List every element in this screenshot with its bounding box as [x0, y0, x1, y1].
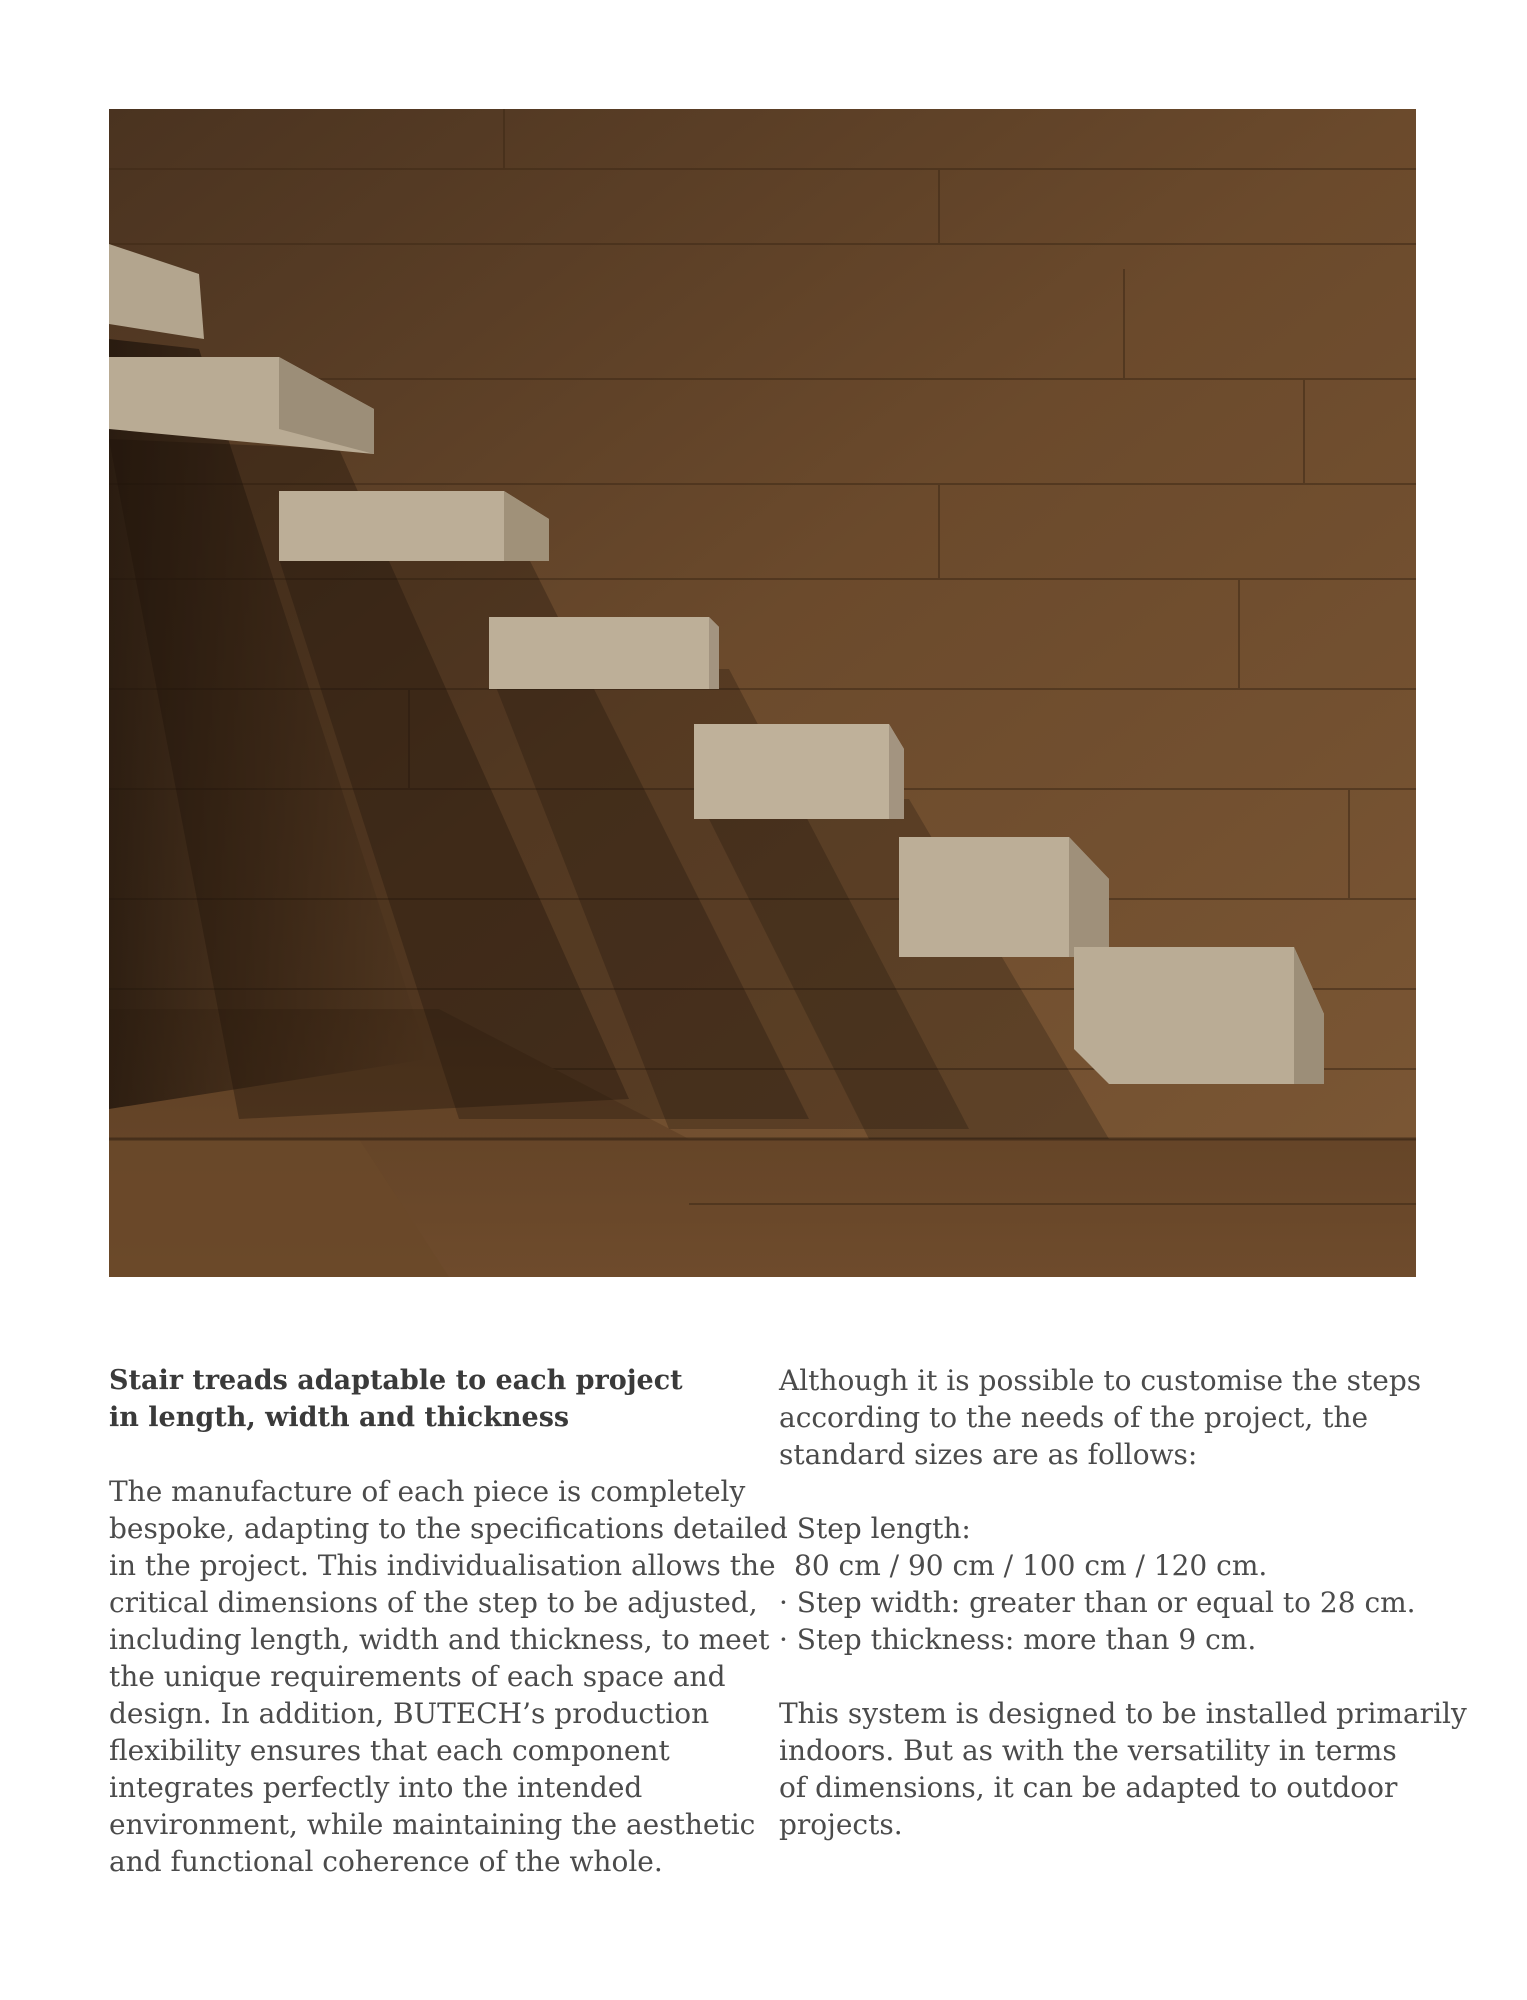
sizes-list: [779, 1510, 1419, 1658]
intro-paragraph: [779, 1362, 1422, 1473]
body-line: environment, while maintaining the aesthetic: [109, 1808, 756, 1841]
right-column: [779, 1362, 1467, 1880]
closing-paragraph: [779, 1695, 1467, 1843]
body-line: including length, width and thickness, to meet: [109, 1623, 770, 1656]
body-line: in the project. This individualisation allows the: [109, 1549, 776, 1582]
closing-line: This system is designed to be installed primarily: [779, 1697, 1467, 1730]
body-line: design. In addition, BUTECH’s production: [109, 1697, 710, 1730]
body-line: flexibility ensures that each component: [109, 1734, 670, 1767]
closing-line: indoors. But as with the versatility in terms: [779, 1734, 1397, 1767]
list-item: · Step length:: [779, 1512, 971, 1545]
tread-4: [489, 617, 719, 689]
list-item-continuation: 80 cm / 90 cm / 100 cm / 120 cm.: [794, 1549, 1268, 1582]
floating-stairs-photo: [109, 109, 1416, 1277]
tread-7: [1074, 947, 1324, 1084]
heading-line: in length, width and thickness: [109, 1402, 570, 1433]
closing-line: projects.: [779, 1808, 903, 1841]
intro-line: standard sizes are as follows:: [779, 1438, 1198, 1471]
list-item: · Step thickness: more than 9 cm.: [779, 1623, 1257, 1656]
floating-stairs-illustration: [109, 109, 1416, 1277]
body-line: bespoke, adapting to the specifications detailed: [109, 1512, 788, 1545]
body-line: critical dimensions of the step to be adjusted,: [109, 1586, 758, 1619]
section-heading: [109, 1362, 749, 1436]
left-column: [109, 1362, 788, 1917]
intro-line: Although it is possible to customise the steps: [779, 1364, 1422, 1397]
list-item: · Step width: greater than or equal to 28 cm.: [779, 1586, 1416, 1619]
body-line: and functional coherence of the whole.: [109, 1845, 663, 1878]
body-line: the unique requirements of each space and: [109, 1660, 726, 1693]
intro-line: according to the needs of the project, the: [779, 1401, 1369, 1434]
heading-line: Stair treads adaptable to each project: [109, 1365, 683, 1396]
tread-5: [694, 724, 904, 819]
body-paragraph: [109, 1473, 788, 1880]
body-line: The manufacture of each piece is completely: [109, 1475, 746, 1508]
body-line: integrates perfectly into the intended: [109, 1771, 643, 1804]
closing-line: of dimensions, it can be adapted to outdoor: [779, 1771, 1398, 1804]
